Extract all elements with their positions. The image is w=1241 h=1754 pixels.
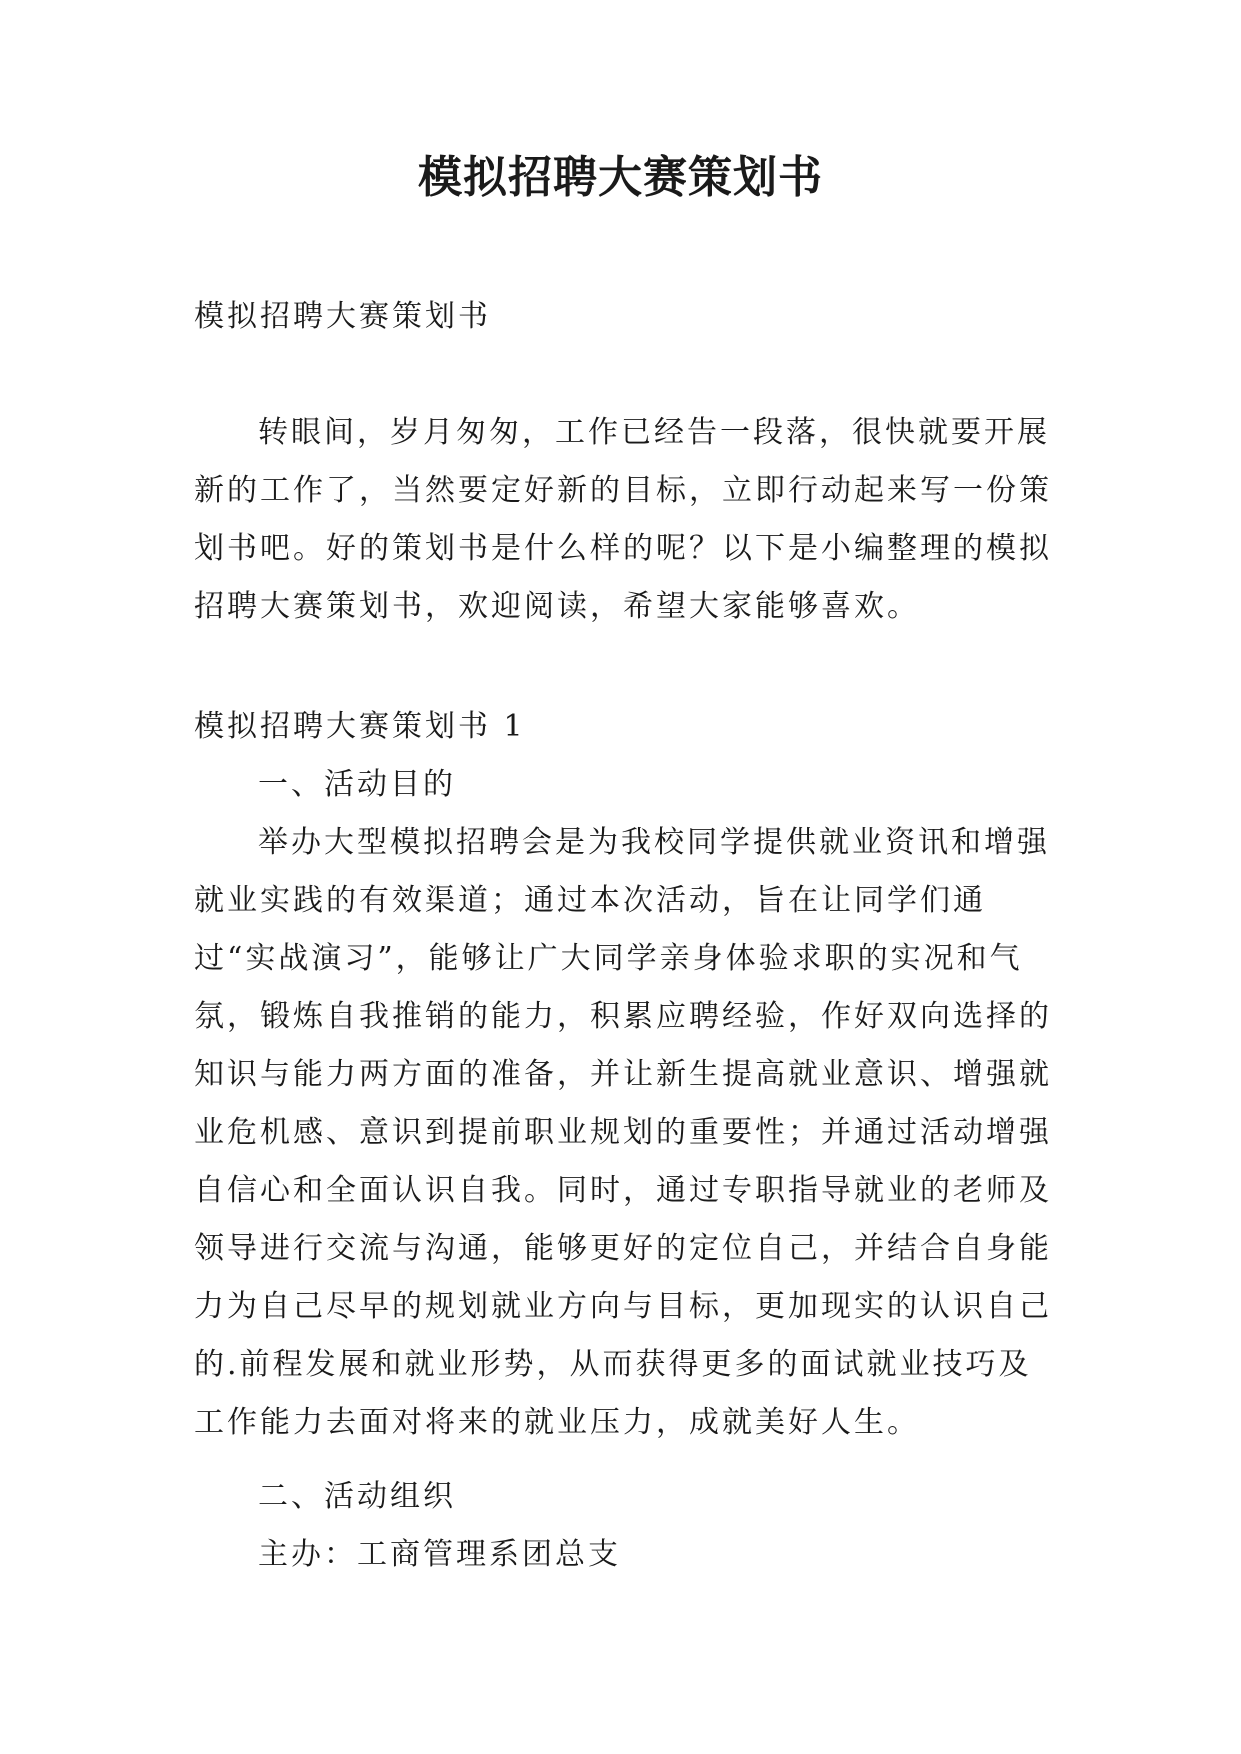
heading-activity-purpose: 一、活动目的	[258, 767, 456, 802]
section-title: 模拟招聘大赛策划书 1	[194, 709, 526, 744]
heading-activity-organization: 二、活动组织	[258, 1479, 456, 1514]
document-title: 模拟招聘大赛策划书	[418, 152, 823, 203]
host-line: 主办：工商管理系团总支	[258, 1537, 621, 1572]
intro-paragraph: 转眼间，岁月匆匆，工作已经告一段落，很快就要开展新的工作了，当然要定好新的目标，立即行动起来写一份策划书吧。好的策划书是什么样的呢？以下是小编整理的模拟招聘大赛策划书，欢迎阅读，希望大家能够喜欢。	[194, 415, 1052, 624]
document-subtitle: 模拟招聘大赛策划书	[194, 299, 491, 334]
purpose-paragraph: 举办大型模拟招聘会是为我校同学提供就业资讯和增强就业实践的有效渠道；通过本次活动，旨在让同学们通过“实战演习”，能够让广大同学亲身体验求职的实况和气氛，锻炼自我推销的能力，积累应聘经验，作好双向选择的知识与能力两方面的准备，并让新生提高就业意识、增强就业危机感、意识到提前职业规划的重要性；并通过活动增强自信心和全面认识自我。同时，通过专职指导就业的老师及领导进行交流与沟通，能够更好的定位自己，并结合自身能力为自己尽早的规划就业方向与目标，更加现实的认识自己的.前程发展和就业形势，从而获得更多的面试就业技巧及工作能力去面对将来的就业压力，成就美好人生。	[194, 825, 1052, 1440]
